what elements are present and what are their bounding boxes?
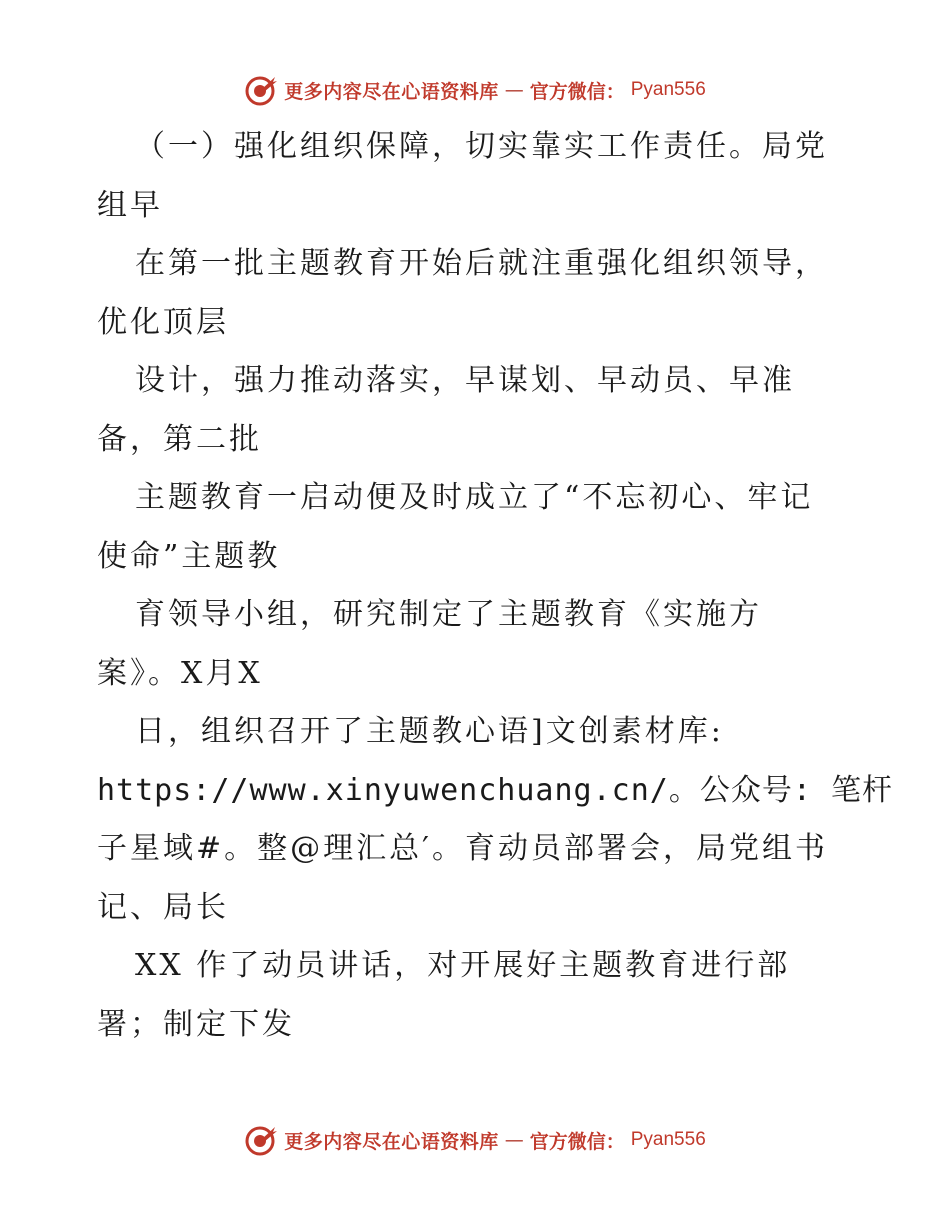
brand-logo-icon	[244, 73, 278, 107]
text-line: XX 作了动员讲话，对开展好主题教育进行部	[135, 948, 791, 983]
brand-logo-icon	[244, 1123, 278, 1157]
text-line: 日，组织召开了主题教心语]文创素材库:	[135, 714, 724, 749]
header-watermark-banner	[0, 70, 950, 110]
text-line: 优化顶层	[97, 304, 229, 340]
text-line: 备，第二批	[97, 421, 262, 457]
banner-brand-text: 更多内容尽在心语资料库	[284, 1130, 499, 1153]
text-line: 使命”主题教	[97, 538, 281, 574]
text-line: 记、局长	[97, 889, 229, 925]
banner-wechat-handle: Pyan556	[630, 1129, 706, 1150]
banner-separator: —	[504, 1129, 524, 1151]
banner-wechat-label: 官方微信：	[529, 1130, 625, 1153]
text-line: 育领导小组，研究制定了主题教育《实施方	[135, 597, 762, 632]
text-line: 主题教育一启动便及时成立了“不忘初心、牢记	[135, 480, 814, 515]
banner-wechat-label: 官方微信：	[529, 80, 625, 103]
text-line: 设计，强力推动落实，早谋划、早动员、早准	[135, 363, 795, 398]
banner-brand-text: 更多内容尽在心语资料库	[284, 80, 499, 103]
text-line: https://www.xinyuwenchuang.cn/。公众号: 笔杆	[97, 772, 893, 808]
text-line: 组早	[97, 187, 163, 223]
text-line: 案》。X月X	[97, 655, 263, 691]
footer-watermark-banner	[0, 1120, 950, 1160]
banner-wechat-handle: Pyan556	[630, 79, 706, 100]
text-line: 在第一批主题教育开始后就注重强化组织领导，	[135, 246, 828, 281]
text-line: （一）强化组织保障，切实靠实工作责任。局党	[135, 129, 828, 164]
text-line: 子星域#。整@理汇总′。育动员部署会，局党组书	[97, 831, 828, 866]
document-body	[97, 118, 893, 1054]
banner-separator: —	[504, 79, 524, 101]
text-line: 署；制定下发	[97, 1006, 295, 1042]
